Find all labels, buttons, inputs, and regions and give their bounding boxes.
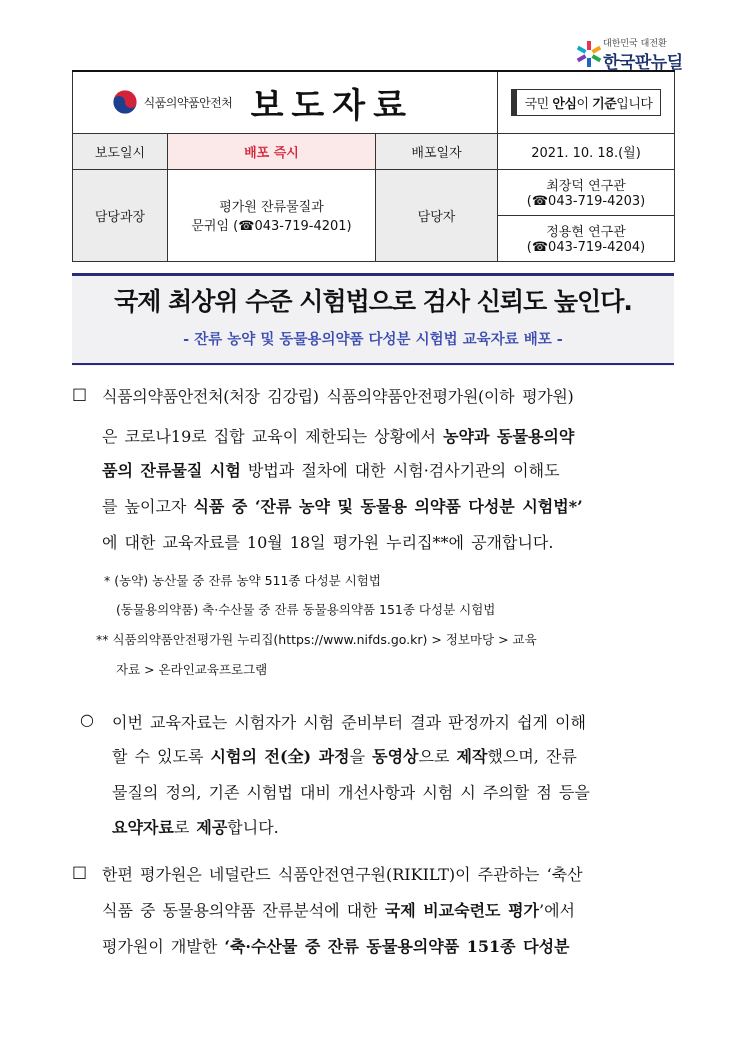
slogan-cell [498,71,675,133]
dept-cell [168,169,376,261]
contact-1-cell [498,169,675,215]
p1-line-2-text: 은 코로나19로 집합 교육이 제한되는 상황에서 [102,427,444,446]
release-label: 보도일시 [73,133,168,169]
p2-line-1: 이번 교육자료는 시험자가 시험 준비부터 결과 판정까지 쉽게 이해 [112,713,587,732]
mfds-emblem-icon [112,89,138,115]
press-release-title: 보도자료 [250,85,414,126]
distribution-label: 배포일자 [376,133,498,169]
p2-line-2-c: 을 [349,747,373,766]
p2-line-2-g: 했으며, 잔류 [487,747,577,766]
p1-line-2-bold: 농약과 동물용의약 [443,427,575,446]
p2-line-4-d: 합니다. [227,818,279,837]
slogan-text-2: 안심 [552,96,577,112]
p1-line-4-text: 를 높이고자 [102,497,194,516]
p2-line-2-b: 시험의 전(全) 과정 [210,747,350,766]
contact-2-phone: (☎043-719-4204) [526,240,646,255]
slogan-text-3: 이 [576,96,593,112]
p3-line-3 [102,934,570,957]
p1-line-3-bold: 품의 잔류물질 시험 [102,461,241,480]
contact-2-name: 정용현 연구관 [546,225,626,240]
bullet-square-2: □ [72,862,88,881]
slogan-text-5: 입니다 [616,96,653,112]
logo-name: 한국판뉴딜 [603,53,683,73]
note-3: ** 식품의약품안전평가원 누리집(https://www.nifds.go.kr) > 정보마당 > 교육 [96,632,537,647]
dept-line-1: 평가원 잔류물질과 [219,200,324,215]
headline-divider [72,363,674,365]
slogan-box [511,89,662,116]
dept-label: 담당과장 [73,169,168,261]
note-4: 자료 > 온라인교육프로그램 [116,662,268,677]
p3-line-3-b: ‘축·수산물 중 잔류 동물용의약품 151종 다성분 [224,937,570,956]
p2-line-2-e: 으로 [418,747,457,766]
headline-title: 국제 최상위 수준 시험법으로 검사 신뢰도 높인다. [114,287,632,316]
p2-line-3: 물질의 정의, 기존 시험법 대비 개선사항과 시험 시 주의할 점 등을 [112,783,590,802]
p2-line-4 [112,815,279,838]
p3-line-1: 한편 평가원은 네덜란드 식품안전연구원(RIKILT)이 주관하는 ‘축산 [102,865,583,884]
p1-line-2 [102,424,574,447]
contact-2-cell [498,215,675,261]
new-deal-star-icon [575,40,603,68]
p3-line-3-a: 평가원이 개발한 [102,937,225,956]
p2-line-4-a: 요약자료 [112,818,174,837]
p3-line-2 [102,898,575,921]
p1-line-4 [102,494,583,517]
note-2: (동물용의약품) 축·수산물 중 잔류 동물용의약품 151종 다성분 시험법 [116,602,496,617]
press-release-header-table [72,70,675,262]
slogan-text-4: 기준 [592,96,617,112]
p2-line-2-a: 할 수 있도록 [112,747,211,766]
p3-line-2-a: 식품 중 동물용의약품 잔류분석에 대한 [102,901,385,920]
contact-1-name: 최장덕 연구관 [546,179,626,194]
slogan-text-1: 국민 [524,96,553,112]
bullet-circle: ○ [80,710,94,729]
agency-cell [73,71,233,133]
bullet-square: □ [72,384,88,403]
distribution-value: 2021. 10. 18.(월) [498,133,675,169]
release-value: 배포 즉시 [168,133,376,169]
p1-line-5: 에 대한 교육자료를 10월 18일 평가원 누리집**에 공개합니다. [102,533,554,552]
p2-line-2 [112,744,577,767]
p1-line-4-bold: 식품 중 ‘잔류 농약 및 동물용 의약품 다성분 시험법*’ [193,497,583,516]
contact-1-phone: (☎043-719-4203) [526,194,646,209]
p3-line-2-b: 국제 비교숙련도 평가 [384,901,539,920]
p2-line-4-c: 제공 [196,818,228,837]
p1-line-1: 식품의약품안전처(처장 김강립) 식품의약품안전평가원(이하 평가원) [102,387,574,406]
logo-tagline: 대한민국 대전환 [603,39,667,49]
agency-name: 식품의약품안전처 [143,95,233,110]
p1-line-3-text: 방법과 절차에 대한 시험·검사기관의 이해도 [240,461,560,480]
p3-line-2-c: ’에서 [538,901,575,920]
p2-line-2-f: 제작 [456,747,488,766]
headline-subtitle: - 잔류 농약 및 동물용의약품 다성분 시험법 교육자료 배포 - [183,332,563,348]
dept-line-2: 문귀임 (☎043-719-4201) [191,219,352,234]
contact-label: 담당자 [376,169,498,261]
note-1: * (농약) 농산물 중 잔류 농약 511종 다성분 시험법 [104,573,381,588]
p2-line-2-d: 동영상 [372,747,419,766]
p2-line-4-b: 로 [173,818,197,837]
p1-line-3 [102,458,560,481]
